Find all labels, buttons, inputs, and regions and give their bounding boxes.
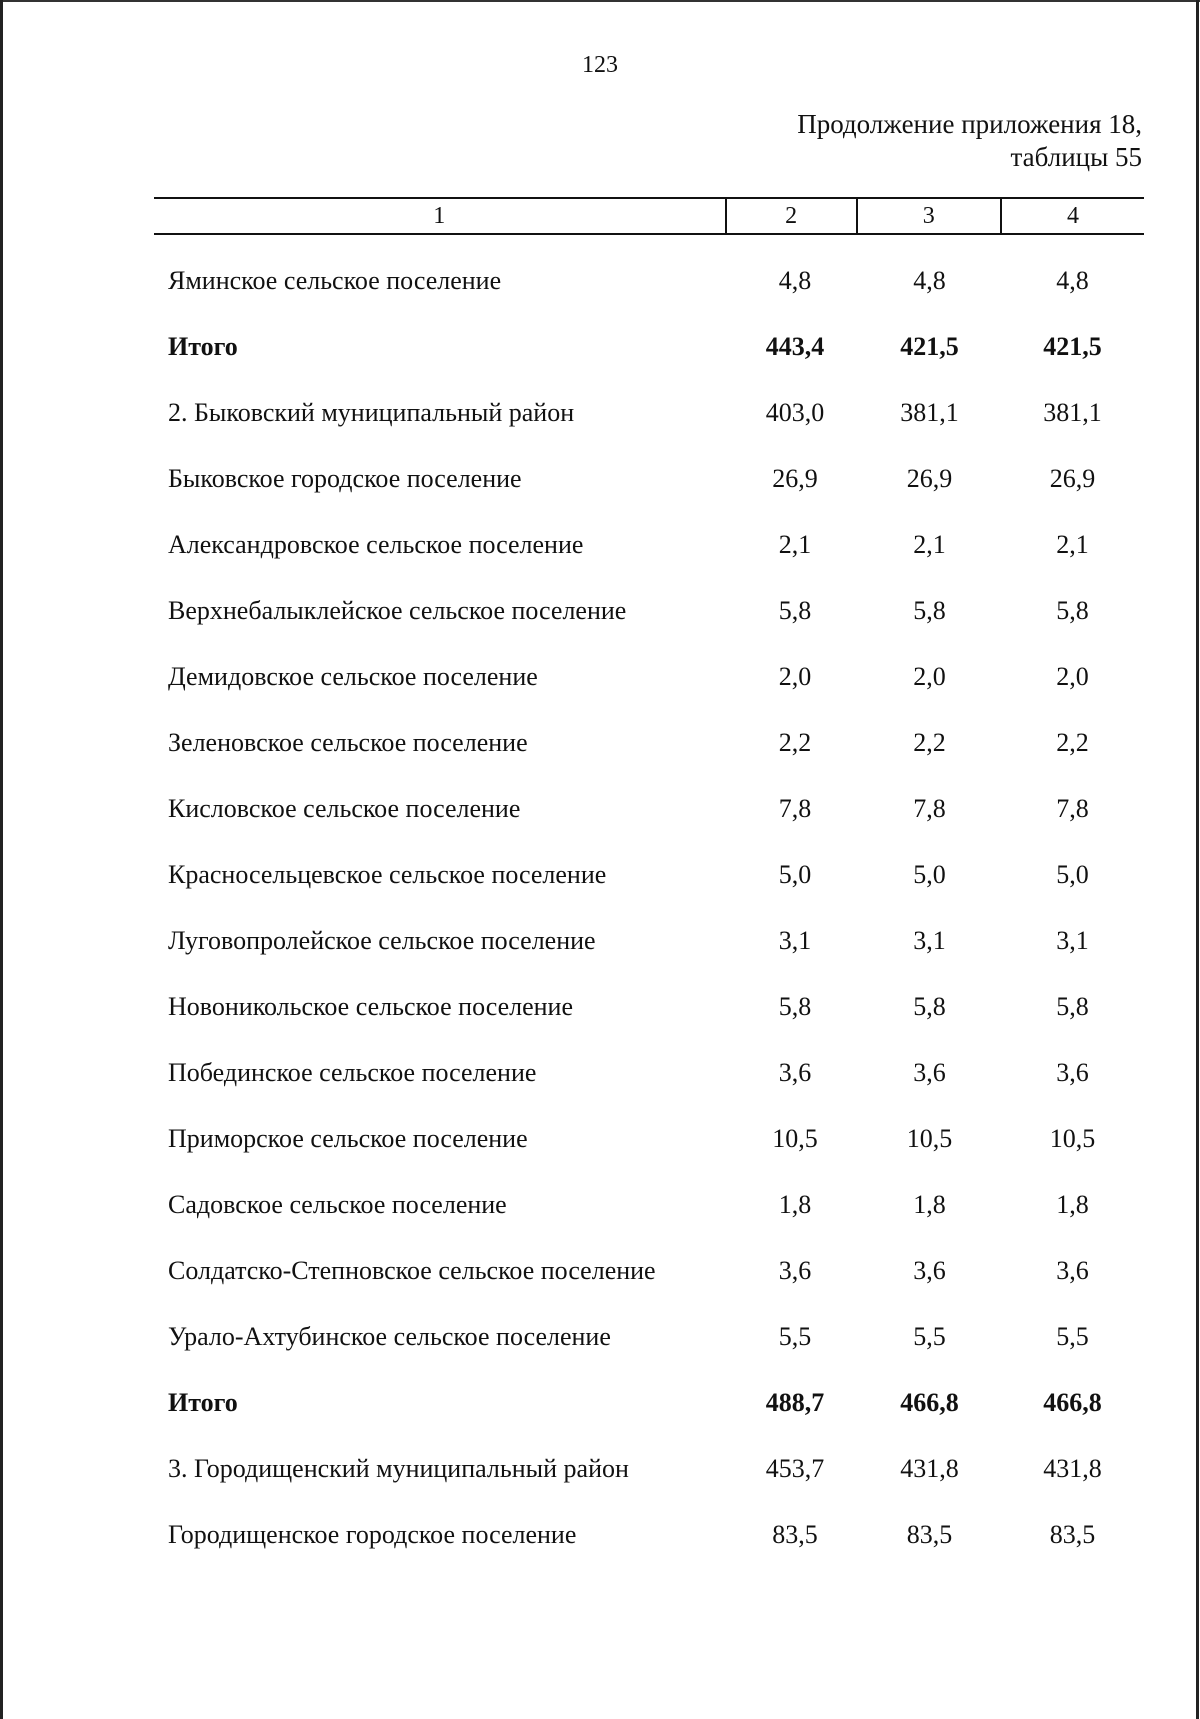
table-header (154, 197, 1144, 235)
table-row (154, 1040, 1144, 1106)
row-value-col-3: 5,8 (913, 596, 946, 625)
row-value-col-2: 443,4 (765, 332, 825, 361)
row-value-col-2: 10,5 (772, 1124, 818, 1153)
row-name: Зеленовское сельское поселение (168, 728, 528, 757)
row-value-col-3: 5,0 (913, 860, 946, 889)
table-row (154, 1238, 1144, 1304)
row-value-col-3: 4,8 (913, 266, 946, 295)
scan-edge-right (1196, 0, 1199, 1719)
row-value-col-2: 403,0 (765, 398, 825, 427)
page-number: 123 (582, 52, 618, 78)
row-value-col-2: 7,8 (778, 794, 812, 823)
row-name: Городищенское городское поселение (168, 1520, 577, 1549)
row-value-col-4: 466,8 (1043, 1388, 1102, 1417)
row-value-col-4: 2,0 (1056, 662, 1089, 691)
row-value-col-3: 2,2 (913, 728, 946, 757)
row-value-col-2: 1,8 (778, 1190, 812, 1219)
row-name: Верхнебалыклейское сельское поселение (168, 596, 627, 625)
row-value-col-3: 3,6 (913, 1058, 946, 1087)
row-value-col-4: 3,6 (1056, 1256, 1089, 1285)
row-value-col-2: 2,2 (778, 728, 812, 757)
continuation-line-1: Продолжение приложения 18, (797, 109, 1142, 139)
row-value-col-3: 26,9 (906, 464, 953, 493)
row-name: Садовское сельское поселение (168, 1190, 507, 1219)
row-value-col-3: 5,5 (913, 1322, 946, 1351)
row-value-col-2: 83,5 (772, 1520, 818, 1549)
row-value-col-2: 5,8 (778, 596, 812, 625)
header-col-4: 4 (1000, 199, 1144, 233)
row-value-col-3: 3,6 (913, 1256, 946, 1285)
row-value-col-2: 5,8 (778, 992, 812, 1021)
header-col-3: 3 (856, 199, 1000, 233)
row-value-col-3: 2,0 (913, 662, 946, 691)
row-value-col-4: 83,5 (1049, 1520, 1096, 1549)
table-row (154, 644, 1144, 710)
header-col-1: 1 (433, 202, 446, 229)
row-name: Приморское сельское поселение (168, 1124, 528, 1153)
row-value-col-2: 5,0 (778, 860, 812, 889)
row-name: Кисловское сельское поселение (168, 794, 521, 823)
row-value-col-2: 26,9 (772, 464, 818, 493)
row-name: Александровское сельское поселение (168, 530, 584, 559)
row-name: Урало-Ахтубинское сельское поселение (168, 1322, 611, 1351)
table-row (154, 710, 1144, 776)
table-row (154, 1304, 1144, 1370)
table-row (154, 1502, 1144, 1568)
row-value-col-4: 5,5 (1056, 1322, 1089, 1351)
row-value-col-2: 5,5 (778, 1322, 812, 1351)
row-name: Яминское сельское поселение (168, 266, 502, 295)
table-row (154, 908, 1144, 974)
table-row (154, 446, 1144, 512)
row-name: 3. Городищенский муниципальный район (168, 1454, 629, 1483)
row-name: Новоникольское сельское поселение (168, 992, 573, 1021)
row-value-col-3: 10,5 (906, 1124, 953, 1153)
row-value-col-2: 2,1 (778, 530, 812, 559)
continuation-line-2: таблицы 55 (1010, 142, 1142, 172)
row-value-col-4: 1,8 (1056, 1190, 1089, 1219)
row-value-col-3: 3,1 (913, 926, 946, 955)
row-value-col-4: 10,5 (1049, 1124, 1096, 1153)
table-row (154, 248, 1144, 314)
table-body (154, 248, 1144, 1568)
table-row (154, 578, 1144, 644)
table-row (154, 1172, 1144, 1238)
table-row (154, 314, 1144, 380)
scan-edge-left (0, 0, 3, 1719)
row-name: Быковское городское поселение (168, 464, 522, 493)
row-value-col-4: 431,8 (1043, 1454, 1102, 1483)
table-row (154, 842, 1144, 908)
row-value-col-4: 5,8 (1056, 596, 1089, 625)
row-name: Итого (168, 332, 238, 361)
table-row (154, 1436, 1144, 1502)
row-value-col-4: 381,1 (1043, 398, 1102, 427)
row-value-col-3: 83,5 (906, 1520, 953, 1549)
row-value-col-3: 2,1 (913, 530, 946, 559)
row-value-col-4: 3,6 (1056, 1058, 1089, 1087)
row-value-col-2: 453,7 (765, 1454, 825, 1483)
row-value-col-2: 3,6 (778, 1256, 812, 1285)
row-value-col-3: 1,8 (913, 1190, 946, 1219)
row-value-col-4: 421,5 (1043, 332, 1102, 361)
row-value-col-3: 5,8 (913, 992, 946, 1021)
row-value-col-2: 3,1 (778, 926, 812, 955)
scan-edge-top (0, 0, 1200, 2)
row-name: Красносельцевское сельское поселение (168, 860, 607, 889)
row-value-col-2: 4,8 (778, 266, 812, 295)
row-name: Побединское сельское поселение (168, 1058, 537, 1087)
row-value-col-2: 3,6 (778, 1058, 812, 1087)
row-value-col-3: 381,1 (900, 398, 959, 427)
row-value-col-4: 2,2 (1056, 728, 1089, 757)
table-row (154, 1106, 1144, 1172)
row-value-col-2: 2,0 (778, 662, 812, 691)
table-row (154, 776, 1144, 842)
continuation-note (797, 108, 1142, 174)
row-value-col-2: 488,7 (765, 1388, 825, 1417)
row-value-col-3: 7,8 (913, 794, 946, 823)
row-value-col-3: 466,8 (900, 1388, 959, 1417)
row-value-col-4: 5,8 (1056, 992, 1089, 1021)
row-value-col-4: 26,9 (1049, 464, 1096, 493)
row-value-col-4: 2,1 (1056, 530, 1089, 559)
row-name: Демидовское сельское поселение (168, 662, 538, 691)
row-value-col-4: 3,1 (1056, 926, 1089, 955)
table-row (154, 512, 1144, 578)
row-name: 2. Быковский муниципальный район (168, 398, 575, 427)
row-value-col-4: 4,8 (1056, 266, 1089, 295)
header-col-2: 2 (725, 199, 856, 233)
row-value-col-4: 5,0 (1056, 860, 1089, 889)
table-row (154, 380, 1144, 446)
row-name: Итого (168, 1388, 238, 1417)
row-value-col-4: 7,8 (1056, 794, 1089, 823)
table-row (154, 974, 1144, 1040)
row-value-col-3: 431,8 (900, 1454, 959, 1483)
data-table (154, 197, 1144, 1568)
row-value-col-3: 421,5 (900, 332, 959, 361)
row-name: Луговопролейское сельское поселение (168, 926, 596, 955)
table-row (154, 1370, 1144, 1436)
row-name: Солдатско-Степновское сельское поселение (168, 1256, 656, 1285)
